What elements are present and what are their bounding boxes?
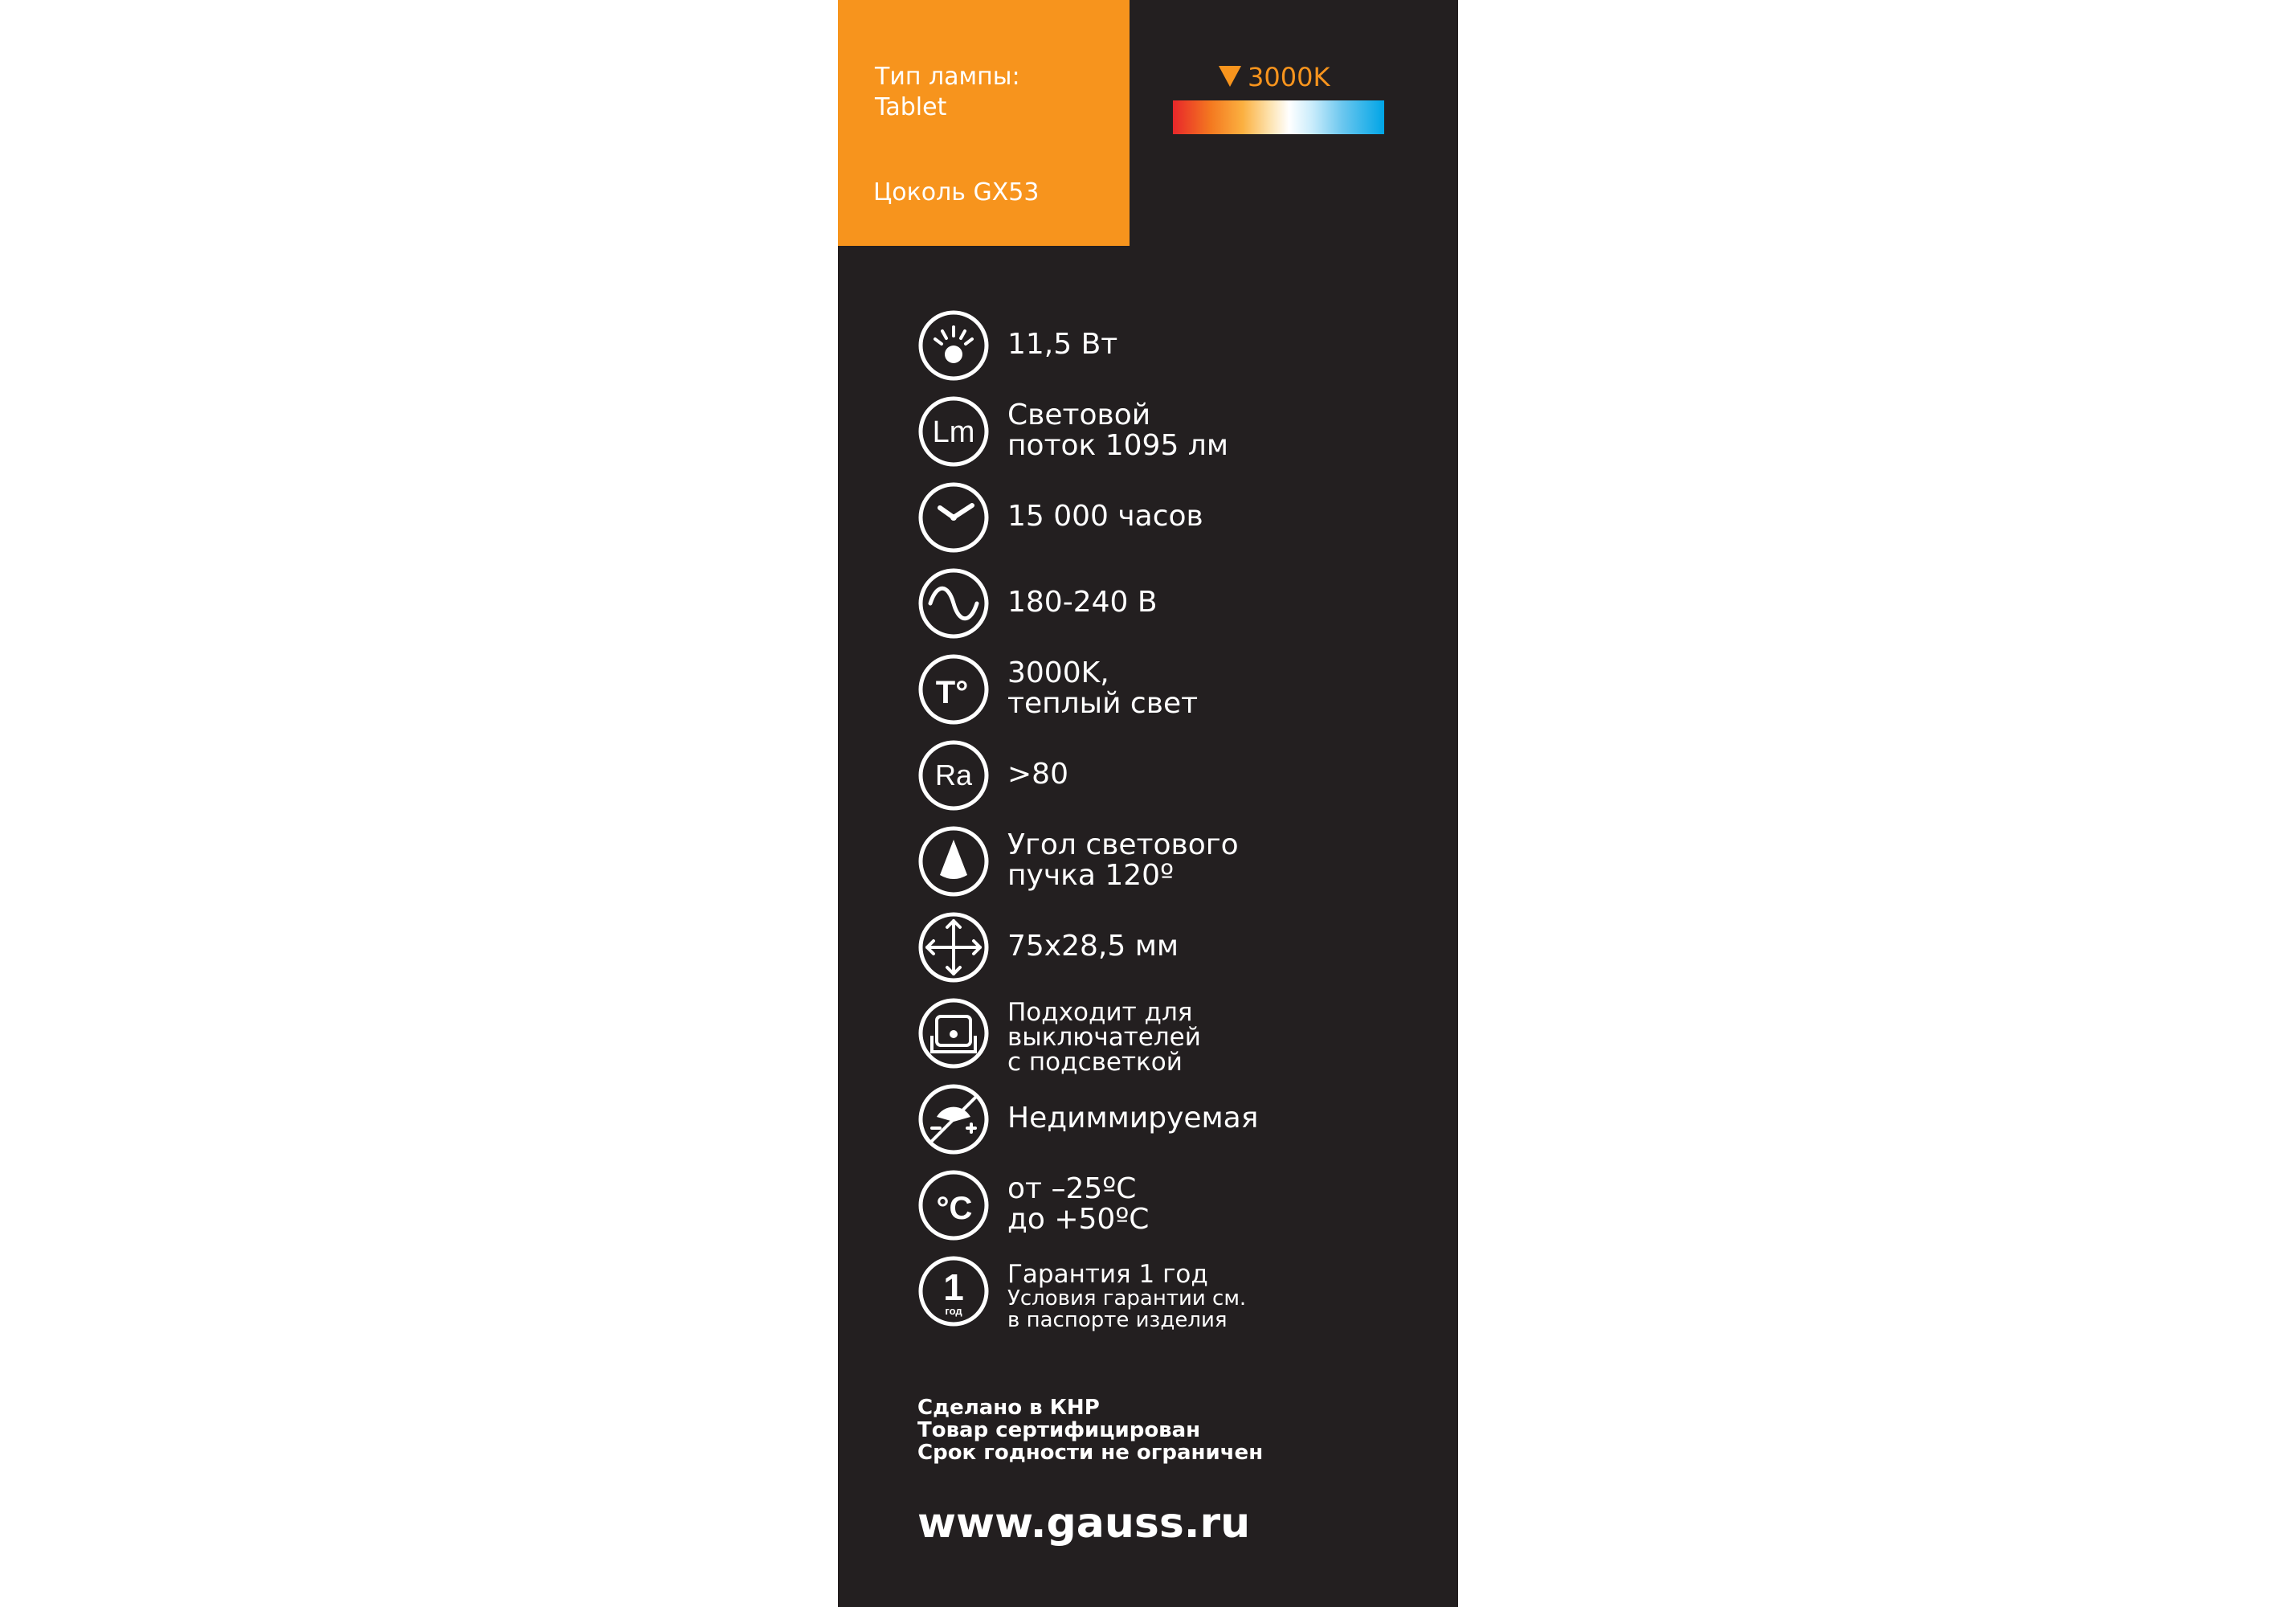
footer-line: Сделано в КНР [917,1396,1100,1420]
beam-angle-icon [917,825,990,898]
spec-text: 11,5 Вт [1007,328,1118,361]
color-temp-label: 3000K [1248,62,1330,92]
spec-text: Гарантия 1 год Условия гарантии см. в паспорте изделия [1007,1260,1247,1332]
svg-text:°C: °C [936,1191,973,1226]
switch-icon [917,997,990,1069]
dimensions-icon [917,911,990,983]
spec-text: Угол светового пучка 120º [1007,828,1239,892]
packaging-panel [838,0,1458,1607]
sine-wave-icon [917,567,990,640]
socket-type: Цоколь GX53 [873,178,1040,206]
spec-text: от –25ºС до +50ºС [1007,1172,1150,1236]
spec-switch-compatibility [917,997,1399,1077]
warranty-icon [917,1255,990,1327]
spec-text: Недиммируемая [1007,1102,1259,1135]
brightness-icon [917,309,990,382]
svg-text:Lm: Lm [932,415,975,449]
clock-icon [917,481,990,554]
spec-text: Световой поток 1095 лм [1007,399,1228,462]
ra-icon [917,739,990,812]
temp-marker-icon [1219,66,1241,87]
spec-luminous-flux [917,395,1399,468]
website-link[interactable]: www.gauss.ru [917,1499,1251,1548]
spec-warranty [917,1255,1399,1332]
spec-lifetime [917,481,1399,554]
lamp-info-box [838,0,1130,246]
svg-text:год: год [945,1305,962,1317]
lamp-type-value: Tablet [875,93,947,121]
spec-text: >80 [1007,758,1068,791]
non-dimmable-icon [917,1083,990,1155]
spec-operating-temperature [917,1169,1399,1241]
footer-line: Товар сертифицирован [917,1418,1201,1442]
spec-text: 3000K, теплый свет [1007,656,1199,720]
spec-beam-angle [917,825,1399,898]
svg-text:1: 1 [943,1266,964,1308]
celsius-icon [917,1169,990,1241]
spec-color-temperature [917,653,1399,726]
svg-text:T°: T° [935,675,969,710]
spec-power [917,309,1399,382]
lumen-icon [917,395,990,468]
spec-dimming [917,1083,1399,1155]
temperature-icon [917,653,990,726]
footer-line: Срок годности не ограничен [917,1441,1264,1465]
spec-dimensions [917,911,1399,983]
spec-text: Подходит для выключателей с подсветкой [1007,998,1201,1077]
spec-voltage [917,567,1399,640]
svg-text:Ra: Ra [934,759,973,791]
spec-text: 75x28,5 мм [1007,930,1179,963]
spec-text: 15 000 часов [1007,500,1203,533]
footer-notes [917,1396,1263,1464]
spec-text: 180-240 В [1007,586,1158,619]
spec-color-rendering [917,739,1399,812]
color-temp-scale [1173,100,1384,134]
lamp-type-label: Тип лампы: [875,63,1020,91]
